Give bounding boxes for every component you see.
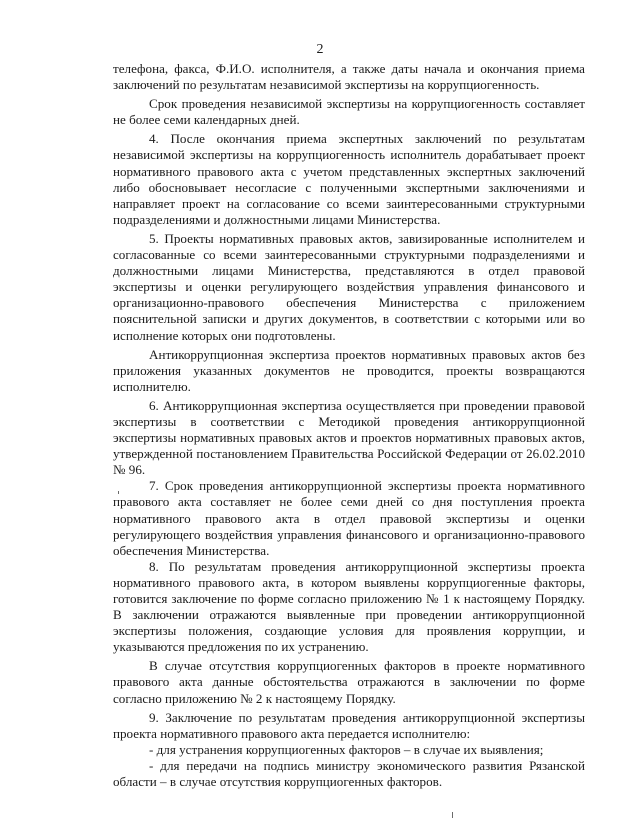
page-number: 2 [316, 42, 324, 57]
paragraph-item-4: 4. После окончания приема экспертных заключений по результатам независимой экспертизы на коррупциогенность исполнитель дорабатывает проект нормативного правового акта с учетом представленных экспертных заключений либо обосновывает несогласие с полученными экспертными заключениями и направляет проект на согласование со всеми заинтересованными структурными подразделениями и должностными лицами Министерства. [113, 131, 585, 227]
paragraph-item-7: 7. Срок проведения антикоррупционной экспертизы проекта нормативного правового акта составляет не более семи дней со дня поступления проекта нормативного правового акта в отдел правовой экспертизы и оценки регулирующего воздействия управления финансового и организационно-правового обеспечения Министерства. [113, 478, 585, 558]
paragraph-item-5: 5. Проекты нормативных правовых актов, завизированные исполнителем и согласованные со всеми заинтересованными структурными подразделениями и должностными лицами Министерства, представляются в отдел правовой экспертизы и оценки регулирующего воздействия управления финансового и организационно-правового обеспечения Министерства с приложением пояснительной записки и других документов, в соответствии с которыми или во исполнение которых они подготовлены. [113, 230, 585, 343]
scan-mark [452, 812, 453, 818]
list-item-elimination: - для устранения коррупциогенных факторов – в случае их выявления; [149, 741, 544, 757]
paragraph-item-9: 9. Заключение по результатам проведения антикоррупционной экспертизы проекта нормативного правового акта передается исполнителю: [113, 709, 585, 741]
paragraph-no-factors: В случае отсутствия коррупциогенных факторов в проекте нормативного правового акта данные обстоятельства отражаются в заключении по форме согласно приложению № 2 к настоящему Порядку. [113, 658, 585, 706]
paragraph-no-attachments: Антикоррупционная экспертиза проектов нормативных правовых актов без приложения указанных документов не проводится, проекты возвращаются исполнителю. [113, 346, 585, 394]
paragraph-continuation: телефона, факса, Ф.И.О. исполнителя, а также даты начала и окончания приема заключений по результатам независимой экспертизы на коррупциогенность. [113, 61, 585, 93]
paragraph-item-8: 8. По результатам проведения антикоррупционной экспертизы проекта нормативного правового акта, в котором выявлены коррупциогенные факторы, готовится заключение по форме согласно приложению № 1 к настоящему Порядку. В заключении отражаются выявленные при проведении антикоррупционной экспертизы положения, создающие условия для проявления коррупции, и указываются предложения по их устранению. [113, 558, 585, 655]
list-item-signature: - для передачи на подпись министру экономического развития Рязанской области – в случае отсутствия коррупциогенных факторов. [113, 757, 585, 790]
document-body [113, 61, 585, 790]
paragraph-item-6: 6. Антикоррупционная экспертиза осуществляется при проведении правовой экспертизы в соответствии с Методикой проведения антикоррупционной экспертизы нормативных правовых актов и проектов нормативных правовых актов, утвержденной постановлением Правительства Российской Федерации от 26.02.2010 № 96. [113, 397, 585, 478]
paragraph-review-term: Срок проведения независимой экспертизы на коррупциогенность составляет не более семи календарных дней. [113, 96, 585, 128]
scan-mark [118, 491, 119, 494]
